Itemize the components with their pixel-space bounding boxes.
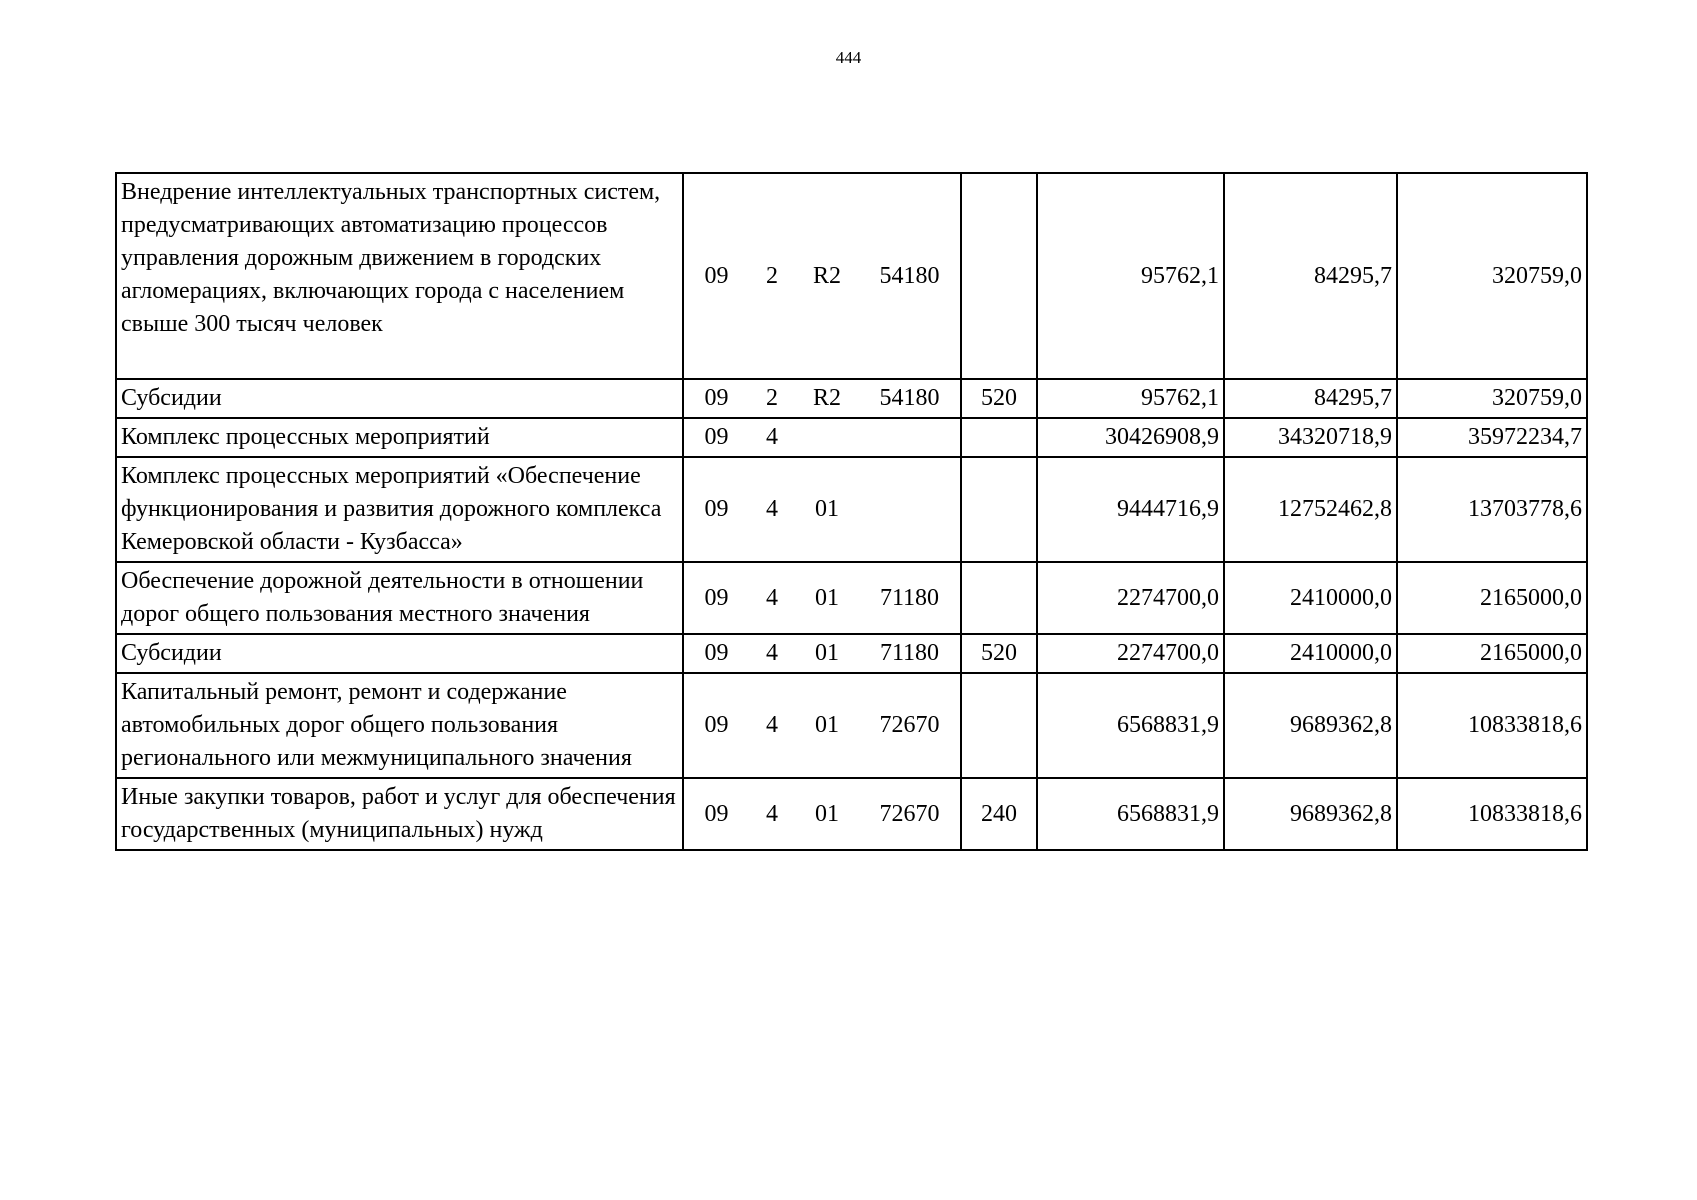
row-name-cell: Субсидии xyxy=(116,634,683,673)
event-code-cell: 01 xyxy=(795,673,859,778)
table-row xyxy=(116,457,1587,562)
expense-type-cell xyxy=(961,673,1037,778)
amount-year2-cell: 12752462,8 xyxy=(1224,457,1397,562)
expense-type-cell xyxy=(961,562,1037,634)
event-code-cell: 01 xyxy=(795,778,859,850)
amount-year1-cell: 95762,1 xyxy=(1037,379,1224,418)
budget-table xyxy=(115,172,1588,851)
subprogram-code-cell: 4 xyxy=(749,778,795,850)
expense-type-cell xyxy=(961,173,1037,379)
program-code-cell: 09 xyxy=(683,673,749,778)
subprogram-code-cell: 4 xyxy=(749,562,795,634)
program-code-cell: 09 xyxy=(683,418,749,457)
amount-year1-cell: 9444716,9 xyxy=(1037,457,1224,562)
event-code-cell xyxy=(795,418,859,457)
table-row xyxy=(116,673,1587,778)
amount-year2-cell: 34320718,9 xyxy=(1224,418,1397,457)
amount-year3-cell: 13703778,6 xyxy=(1397,457,1587,562)
table-row xyxy=(116,634,1587,673)
direction-code-cell xyxy=(859,457,961,562)
row-name-cell: Капитальный ремонт, ремонт и содержание автомобильных дорог общего пользования регионального или межмуниципального значения xyxy=(116,673,683,778)
direction-code-cell: 54180 xyxy=(859,379,961,418)
event-code-cell: R2 xyxy=(795,379,859,418)
subprogram-code-cell: 2 xyxy=(749,379,795,418)
subprogram-code-cell: 4 xyxy=(749,634,795,673)
table-row xyxy=(116,418,1587,457)
event-code-cell: 01 xyxy=(795,634,859,673)
program-code-cell: 09 xyxy=(683,457,749,562)
event-code-cell: 01 xyxy=(795,457,859,562)
amount-year3-cell: 35972234,7 xyxy=(1397,418,1587,457)
subprogram-code-cell: 4 xyxy=(749,673,795,778)
amount-year3-cell: 10833818,6 xyxy=(1397,673,1587,778)
event-code-cell: R2 xyxy=(795,173,859,379)
amount-year2-cell: 84295,7 xyxy=(1224,379,1397,418)
amount-year3-cell: 2165000,0 xyxy=(1397,634,1587,673)
amount-year3-cell: 10833818,6 xyxy=(1397,778,1587,850)
amount-year1-cell: 30426908,9 xyxy=(1037,418,1224,457)
program-code-cell: 09 xyxy=(683,634,749,673)
event-code-cell: 01 xyxy=(795,562,859,634)
amount-year2-cell: 84295,7 xyxy=(1224,173,1397,379)
table-row xyxy=(116,379,1587,418)
subprogram-code-cell: 2 xyxy=(749,173,795,379)
expense-type-cell xyxy=(961,418,1037,457)
row-name-cell: Субсидии xyxy=(116,379,683,418)
row-name-cell: Иные закупки товаров, работ и услуг для обеспечения государственных (муниципальных) нужд xyxy=(116,778,683,850)
amount-year2-cell: 2410000,0 xyxy=(1224,634,1397,673)
row-name-cell: Внедрение интеллектуальных транспортных систем, предусматривающих автоматизацию процессов управления дорожным движением в городских агломерациях, включающих города с населением свыше 300 тысяч человек xyxy=(116,173,683,379)
amount-year1-cell: 6568831,9 xyxy=(1037,778,1224,850)
program-code-cell: 09 xyxy=(683,562,749,634)
subprogram-code-cell: 4 xyxy=(749,418,795,457)
amount-year1-cell: 2274700,0 xyxy=(1037,562,1224,634)
program-code-cell: 09 xyxy=(683,778,749,850)
expense-type-cell: 240 xyxy=(961,778,1037,850)
amount-year1-cell: 2274700,0 xyxy=(1037,634,1224,673)
amount-year1-cell: 95762,1 xyxy=(1037,173,1224,379)
direction-code-cell: 54180 xyxy=(859,173,961,379)
row-name-cell: Комплекс процессных мероприятий «Обеспечение функционирования и развития дорожного комплекса Кемеровской области - Кузбасса» xyxy=(116,457,683,562)
amount-year3-cell: 2165000,0 xyxy=(1397,562,1587,634)
amount-year2-cell: 9689362,8 xyxy=(1224,778,1397,850)
direction-code-cell: 72670 xyxy=(859,778,961,850)
row-name-cell: Обеспечение дорожной деятельности в отношении дорог общего пользования местного значения xyxy=(116,562,683,634)
expense-type-cell xyxy=(961,457,1037,562)
direction-code-cell: 71180 xyxy=(859,634,961,673)
amount-year2-cell: 9689362,8 xyxy=(1224,673,1397,778)
table-row xyxy=(116,562,1587,634)
direction-code-cell: 72670 xyxy=(859,673,961,778)
expense-type-cell: 520 xyxy=(961,634,1037,673)
row-name-cell: Комплекс процессных мероприятий xyxy=(116,418,683,457)
program-code-cell: 09 xyxy=(683,379,749,418)
page-number: 444 xyxy=(835,48,862,67)
amount-year3-cell: 320759,0 xyxy=(1397,173,1587,379)
subprogram-code-cell: 4 xyxy=(749,457,795,562)
direction-code-cell xyxy=(859,418,961,457)
amount-year1-cell: 6568831,9 xyxy=(1037,673,1224,778)
program-code-cell: 09 xyxy=(683,173,749,379)
amount-year3-cell: 320759,0 xyxy=(1397,379,1587,418)
table-row xyxy=(116,173,1587,379)
amount-year2-cell: 2410000,0 xyxy=(1224,562,1397,634)
table-row xyxy=(116,778,1587,850)
direction-code-cell: 71180 xyxy=(859,562,961,634)
expense-type-cell: 520 xyxy=(961,379,1037,418)
